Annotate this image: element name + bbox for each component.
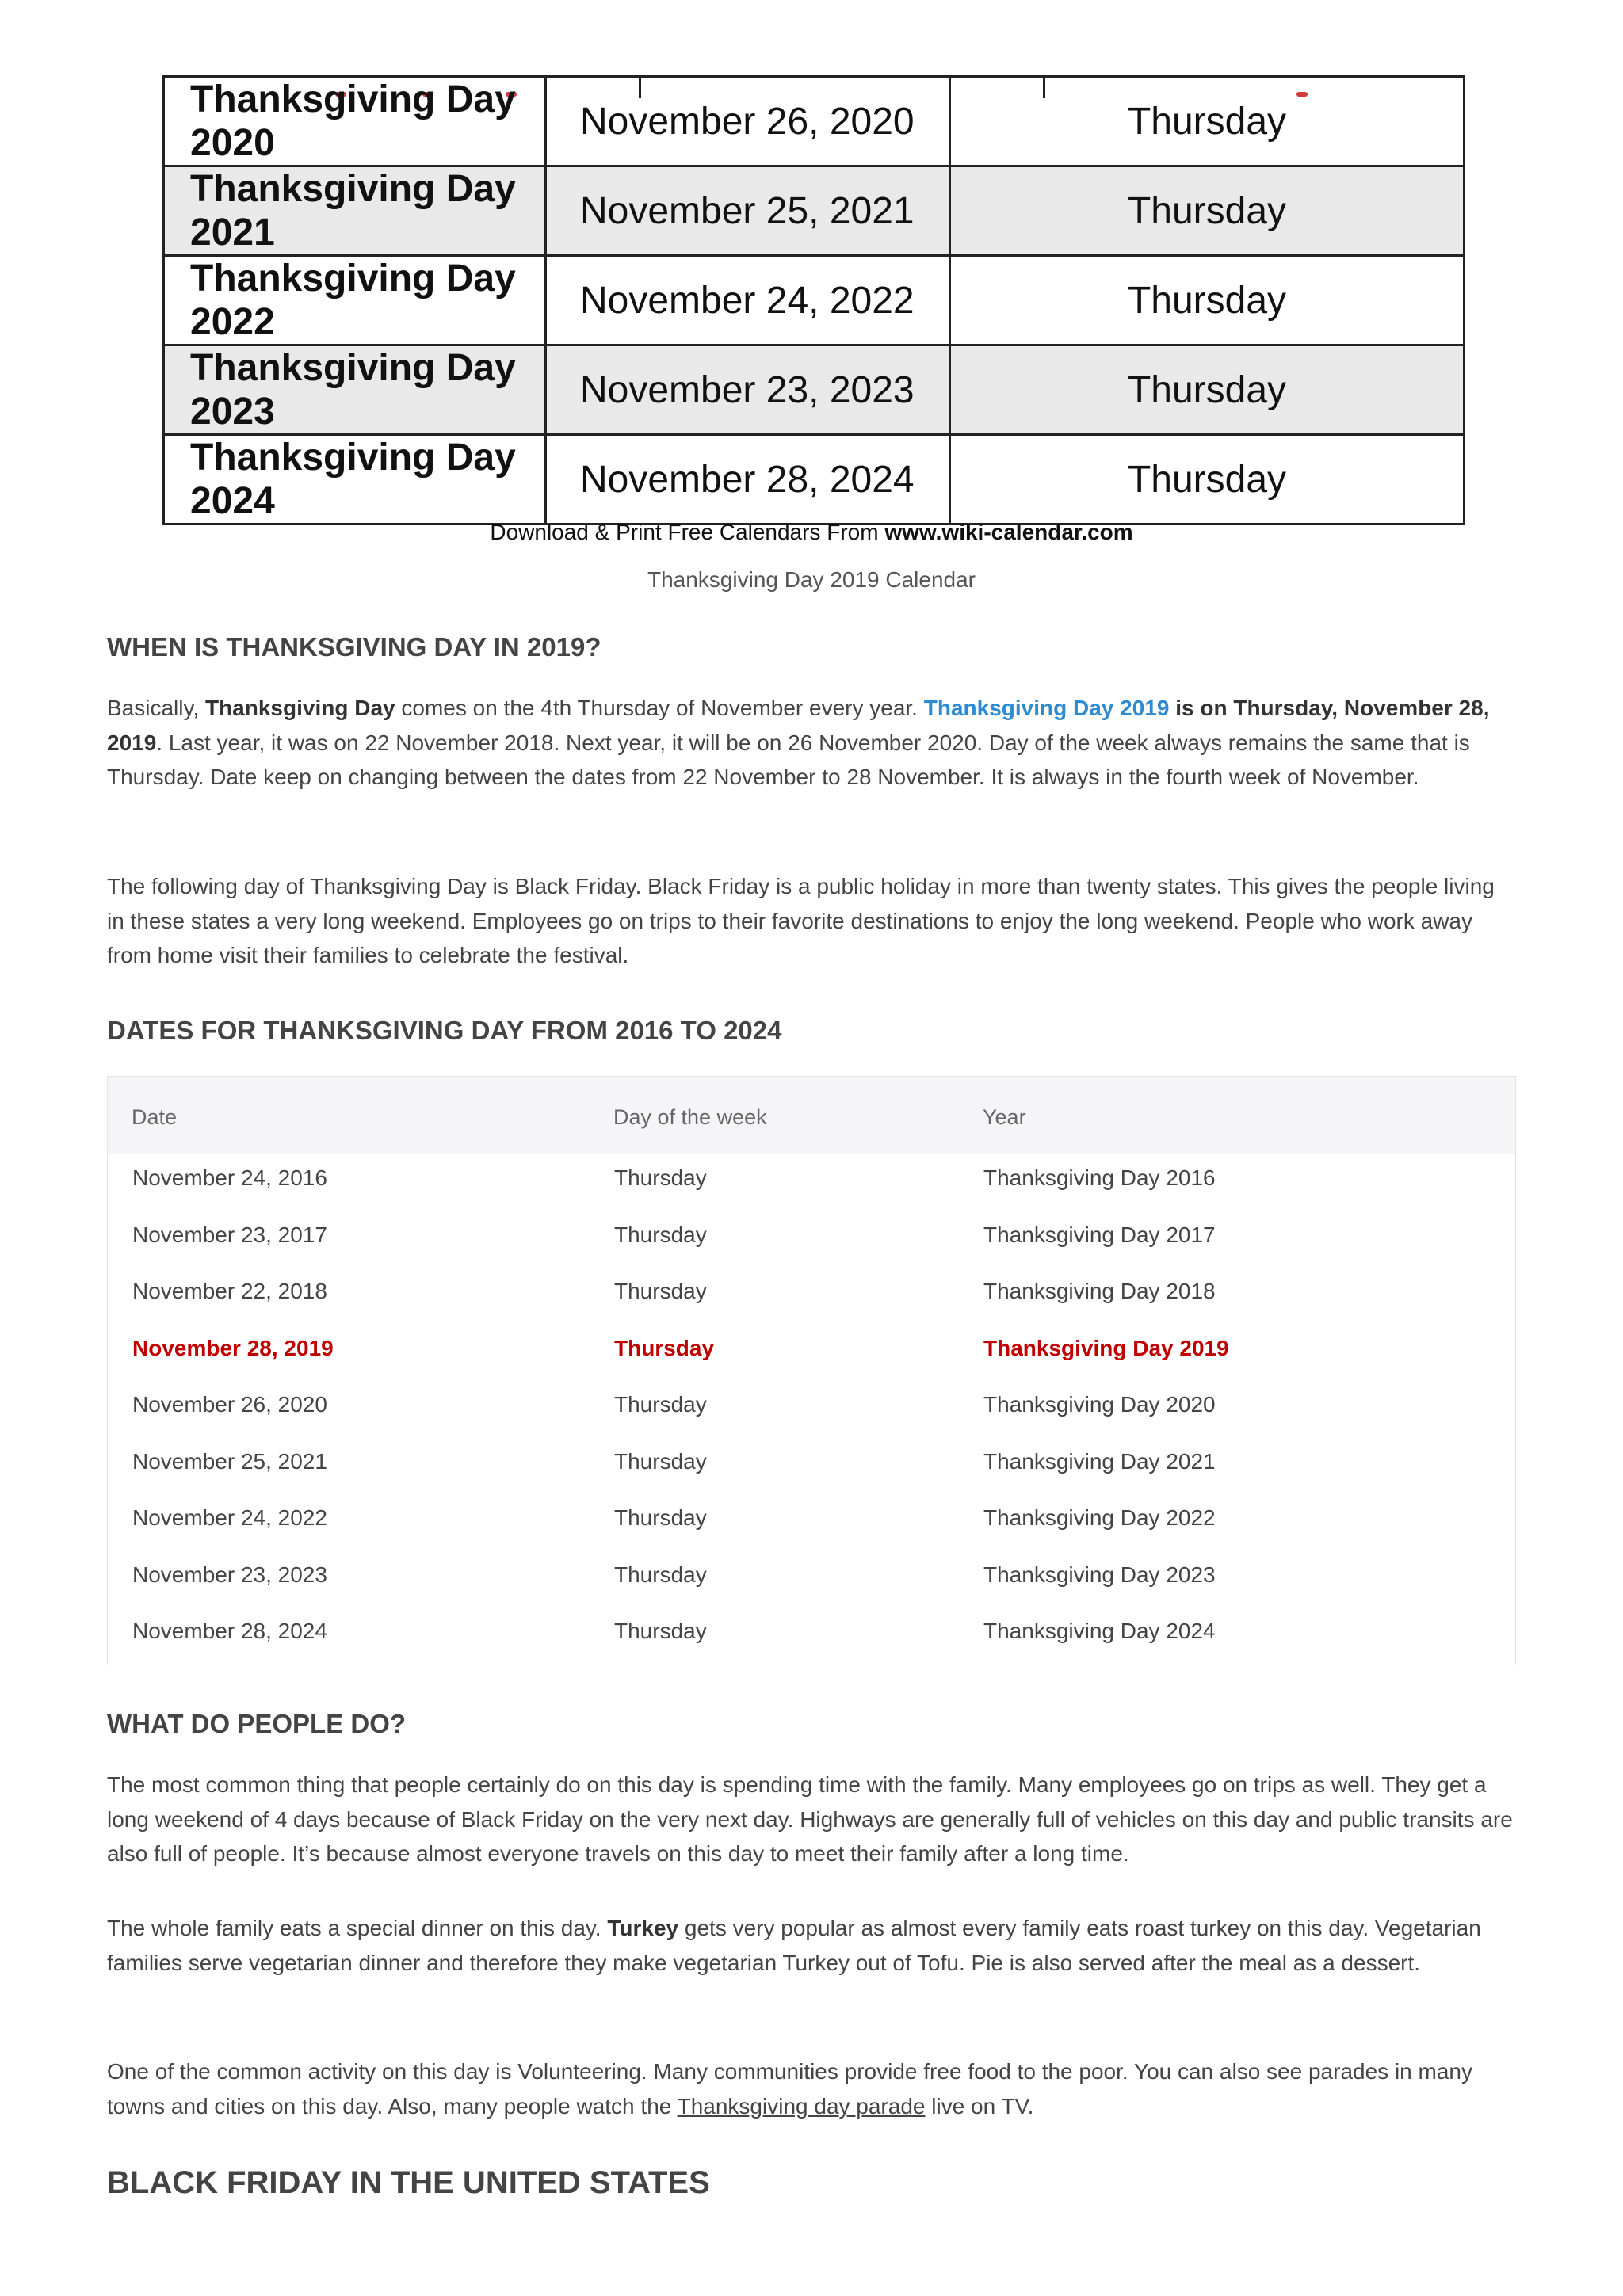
dates-cell-date: November 28, 2019 [132, 1335, 334, 1360]
dates-cell-date: November 25, 2021 [132, 1448, 327, 1474]
calendar-image-row [164, 166, 1465, 256]
paragraph-when-1 [107, 691, 1518, 795]
paragraph-when-2: The following day of Thanksgiving Day is Black Friday. Black Friday is a public holiday in more than twenty states. This gives the people living in these states a very long weekend. Employees go on trips to their favorite destinations to enjoy the long weekend. People who work away from home visit their families to celebrate the festival. [107, 874, 1495, 967]
dates-cell-year: Thanksgiving Day 2018 [983, 1279, 1216, 1303]
text: live on TV. [925, 2093, 1034, 2119]
dates-cell-date: November 24, 2022 [132, 1505, 327, 1530]
image-holiday-name: Thanksgiving Day 2024 [164, 435, 546, 524]
image-holiday-date: November 23, 2023 [546, 345, 950, 435]
paragraph-people-1: The most common thing that people certainly do on this day is spending time with the family. Many employees go on trips as well. They get a long weekend of 4 days because of Black Friday on the very next day. Highways are generally full of vehicles on this day and public transits are also full of people. It’s because almost everyone travels on this day to meet their family after a long time. [107, 1772, 1513, 1866]
image-holiday-date: November 24, 2022 [546, 256, 950, 345]
calendar-image-row [164, 435, 1465, 524]
calendar-image-row [164, 345, 1465, 435]
calendar-image-row [164, 77, 1465, 166]
dates-cell-year: Thanksgiving Day 2020 [983, 1392, 1216, 1417]
calendar-image-row [164, 256, 1465, 345]
bold-turkey: Turkey [607, 1916, 679, 1940]
dates-cell-year: Thanksgiving Day 2017 [983, 1222, 1216, 1247]
figure-caption: Thanksgiving Day 2019 Calendar [647, 567, 976, 592]
dates-cell-year: Thanksgiving Day 2024 [983, 1619, 1216, 1643]
dates-cell-date: November 23, 2023 [132, 1562, 327, 1587]
dates-cell-day: Thursday [614, 1392, 707, 1417]
section-heading-people: WHAT DO PEOPLE DO? [107, 1709, 407, 1738]
text: The whole family eats a special dinner on this day. [107, 1916, 608, 1940]
image-holiday-name: Thanksgiving Day 2020 [164, 77, 546, 166]
image-holiday-name: Thanksgiving Day 2022 [164, 256, 546, 345]
image-holiday-date: November 26, 2020 [546, 77, 950, 166]
dates-cell-year: Thanksgiving Day 2021 [983, 1448, 1216, 1474]
dates-cell-year: Thanksgiving Day 2019 [983, 1335, 1229, 1360]
text: . Last year, it was on 22 November 2018. Next year, it will be on 26 November 2020. Day of the week always remains the same that is Thursday. Date keep on changing between the dates from 22 November to 28 November. It is always in the fourth week of November. [107, 730, 1470, 789]
paragraph-people-3 [107, 2054, 1518, 2123]
text: gets very popular as almost every family eats roast turkey on this day. Vegetarian families serve vegetarian dinner and therefore they make vegetarian Turkey out of Tofu. Pie is also served after the meal as a dessert. [107, 1916, 1481, 1975]
section-heading-black-friday: BLACK FRIDAY IN THE UNITED STATES [107, 2165, 710, 2200]
image-holiday-day: Thursday [950, 435, 1465, 524]
section-heading-when: WHEN IS THANKSGIVING DAY IN 2019? [107, 632, 601, 662]
dates-cell-date: November 24, 2016 [132, 1165, 327, 1190]
column-header-day: Day of the week [613, 1105, 767, 1129]
text: Basically, [107, 696, 205, 720]
dates-table-header [108, 1077, 1515, 1154]
bold-thanksgiving-day: Thanksgiving Day [204, 696, 395, 720]
text: One of the common activity on this day is Volunteering. Many communities provide free food to the poor. You can also see parades in many towns and cities on this day. Also, many people watch the [107, 2059, 1472, 2119]
image-credit-prefix: Download & Print Free Calendars From [490, 520, 885, 544]
dates-cell-day: Thursday [614, 1165, 707, 1190]
dates-table [107, 1076, 1516, 1665]
bold-date-2019: is on Thursday, November 28, 2019 [107, 696, 1490, 755]
image-holiday-day: Thursday [950, 345, 1465, 435]
image-holiday-day: Thursday [950, 166, 1465, 256]
image-holiday-day: Thursday [950, 256, 1465, 345]
dates-cell-day: Thursday [614, 1448, 707, 1474]
thanksgiving-2019-link[interactable]: Thanksgiving Day 2019 [923, 696, 1170, 720]
dates-cell-date: November 26, 2020 [132, 1392, 327, 1417]
text: comes on the 4th Thursday of November every year. [395, 696, 924, 720]
dates-cell-day: Thursday [614, 1505, 707, 1530]
dates-cell-day: Thursday [614, 1619, 707, 1643]
dates-cell-day: Thursday [614, 1335, 715, 1360]
paragraph-people-2 [107, 1911, 1518, 1980]
image-credit [0, 520, 1623, 545]
thanksgiving-parade-link[interactable]: Thanksgiving day parade [677, 2093, 926, 2119]
dates-cell-year: Thanksgiving Day 2022 [983, 1505, 1216, 1530]
image-holiday-name: Thanksgiving Day 2023 [164, 345, 546, 435]
image-holiday-day: Thursday [950, 77, 1465, 166]
column-header-date: Date [132, 1105, 178, 1129]
dates-cell-year: Thanksgiving Day 2023 [983, 1562, 1216, 1587]
image-holiday-date: November 28, 2024 [546, 435, 950, 524]
dates-cell-date: November 23, 2017 [132, 1222, 327, 1247]
dates-cell-day: Thursday [614, 1279, 707, 1303]
dates-cell-date: November 28, 2024 [132, 1619, 327, 1643]
dates-cell-day: Thursday [614, 1222, 707, 1247]
image-holiday-name: Thanksgiving Day 2021 [164, 166, 546, 256]
image-credit-site: www.wiki-calendar.com [884, 520, 1133, 544]
calendar-image-table [162, 75, 1465, 525]
dates-cell-date: November 22, 2018 [132, 1279, 327, 1303]
image-holiday-date: November 25, 2021 [546, 166, 950, 256]
dates-cell-year: Thanksgiving Day 2016 [983, 1165, 1216, 1190]
column-header-year: Year [983, 1105, 1026, 1129]
section-heading-dates: DATES FOR THANKSGIVING DAY FROM 2016 TO 2024 [107, 1016, 782, 1045]
dates-cell-day: Thursday [614, 1562, 707, 1587]
